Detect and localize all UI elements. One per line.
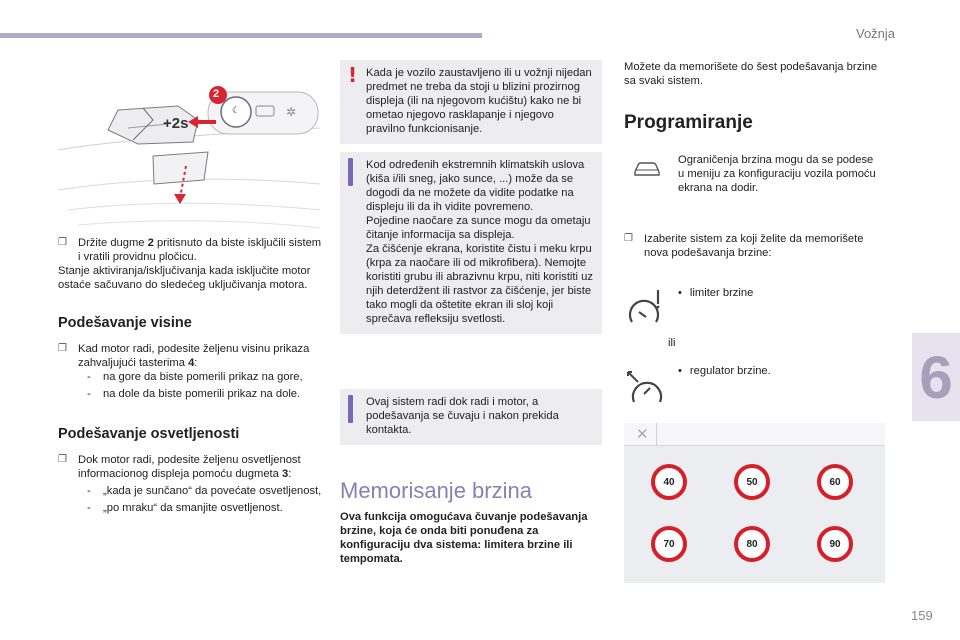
info-box-system: [340, 389, 602, 445]
height-step: [58, 342, 323, 370]
brightness-intro: Dok motor radi, podesite željenu osvetljenost informacionog displeja pomoću dugmeta 3:: [78, 454, 301, 480]
speed-sign-90[interactable]: 90: [817, 526, 853, 562]
screen-topbar: [624, 423, 885, 446]
memory-intro: Možete da memorišete do šest podešavanja brzine sa svaki sistem.: [624, 61, 878, 87]
memory-section: [340, 478, 602, 566]
height-down-item: - na dole da biste pomerili prikaz na dole.: [87, 388, 301, 400]
speed-sign-80[interactable]: 80: [734, 526, 770, 562]
speed-sign-60[interactable]: 60: [817, 464, 853, 500]
page-number: 159: [911, 608, 933, 623]
svg-text:✲: ✲: [286, 105, 297, 119]
programming-heading: Programiranje: [624, 112, 753, 133]
svg-text:☾: ☾: [232, 106, 241, 116]
warning-icon: !: [348, 63, 358, 87]
brightness-step: [58, 453, 323, 481]
speed-memory-screen: [624, 423, 885, 583]
info-icon: [348, 166, 353, 186]
memory-text: Ova funkcija omogućava čuvanje podešavanja brzine, koja će onda biti ponuđena za konfiguraciju dva sistema: limitera brzine ili tempomata.: [340, 511, 588, 565]
header-bar: [0, 33, 482, 38]
cruise-control-icon: [626, 368, 670, 408]
chapter-tab: 6: [912, 333, 960, 421]
height-up-item: - na gore da biste pomerili prikaz na gore,: [87, 371, 303, 383]
brightness-sunny-item: - „kada je sunčano“ da povećate osvetljenost,: [87, 485, 322, 497]
brightness-dark-item: - „po mraku“ da smanjite osvetljenost.: [87, 502, 283, 514]
bullet-icon: ❐: [58, 454, 67, 465]
info-system-text: Ovaj sistem radi dok radi i motor, a podešavanja se čuvaju i nakon prekida kontakta.: [366, 396, 559, 436]
select-text: Izaberite sistem za koji želite da memorišete nova podešavanja brzine:: [644, 233, 864, 259]
close-icon[interactable]: ✕: [636, 426, 649, 443]
car-icon: [632, 160, 662, 178]
select-step: [624, 232, 886, 260]
hold-button-text: Držite dugme 2 pritisnuto da biste isključili sistem i vratili providnu pločicu.: [78, 237, 322, 263]
info-sunglasses-text: Pojedine naočare za sunce mogu da ometaju čitanje informacija sa displeja.: [366, 215, 591, 241]
car-config-text: Ograničenja brzina mogu da se podese u meniju za konfiguraciju vozila pomoću ekrana na dodir.: [678, 154, 876, 194]
duration-label: +2s: [163, 115, 189, 132]
height-intro: Kad motor radi, podesite željenu visinu prikaza zahvaljujući tasterima 4:: [78, 343, 310, 369]
info-cleaning-text: Za čišćenje ekrana, koristite čistu i meku krpu (krpa za naočare ili od mikrofibera). Nemojte koristiti grubu ili abrazivnu krpu, niti koristiti uz njih deterdžent ili rastvor za čišćenje, jer biste tako mogli da oštetite ekran ili sloj koji sprečava refleksiju svetlosti.: [366, 243, 593, 325]
limiter-label: • limiter brzine: [678, 287, 754, 299]
speed-sign-50[interactable]: 50: [734, 464, 770, 500]
hud-control-illustration: [58, 80, 320, 232]
brightness-heading: Podešavanje osvetljenosti: [58, 426, 240, 442]
speed-sign-40[interactable]: 40: [651, 464, 687, 500]
bullet-icon: ❐: [58, 343, 67, 354]
height-heading: Podešavanje visine: [58, 315, 192, 331]
or-label: ili: [668, 337, 676, 349]
speed-limiter-icon: [626, 286, 666, 330]
bullet-icon: ❐: [58, 237, 67, 248]
bullet-icon: ❐: [624, 233, 633, 244]
info-weather-text: Kod određenih ekstremnih klimatskih uslova (kiša i/ili sneg, jako sunce, ...) može da se dogodi da ne možete da vidite podatke na displeju ili da ih vidite povremeno.: [366, 159, 585, 213]
info-box-display: [340, 152, 602, 334]
warning-box: [340, 60, 602, 144]
warning-text: Kada je vozilo zaustavljeno ili u vožnji nijedan predmet ne treba da stoji u blizini prozirnog displeja (ili na njegovom kućištu) kako ne bi ometao njegovo rasklapanje i njegovo pravilno funkcionisanje.: [366, 67, 592, 135]
left-column: [58, 236, 323, 515]
memory-heading: Memorisanje brzina: [340, 478, 532, 503]
section-title: Vožnja: [856, 26, 896, 41]
badge-2-label: 2: [213, 88, 220, 100]
hold-button-step: [58, 236, 323, 264]
speed-sign-70[interactable]: 70: [651, 526, 687, 562]
info-icon: [348, 403, 353, 423]
right-column: [624, 60, 886, 133]
state-note: Stanje aktiviranja/isključivanja kada isključite motor ostaće sačuvano do sledećeg uključivanja motora.: [58, 265, 311, 291]
cruise-label: • regulator brzine.: [678, 365, 771, 377]
